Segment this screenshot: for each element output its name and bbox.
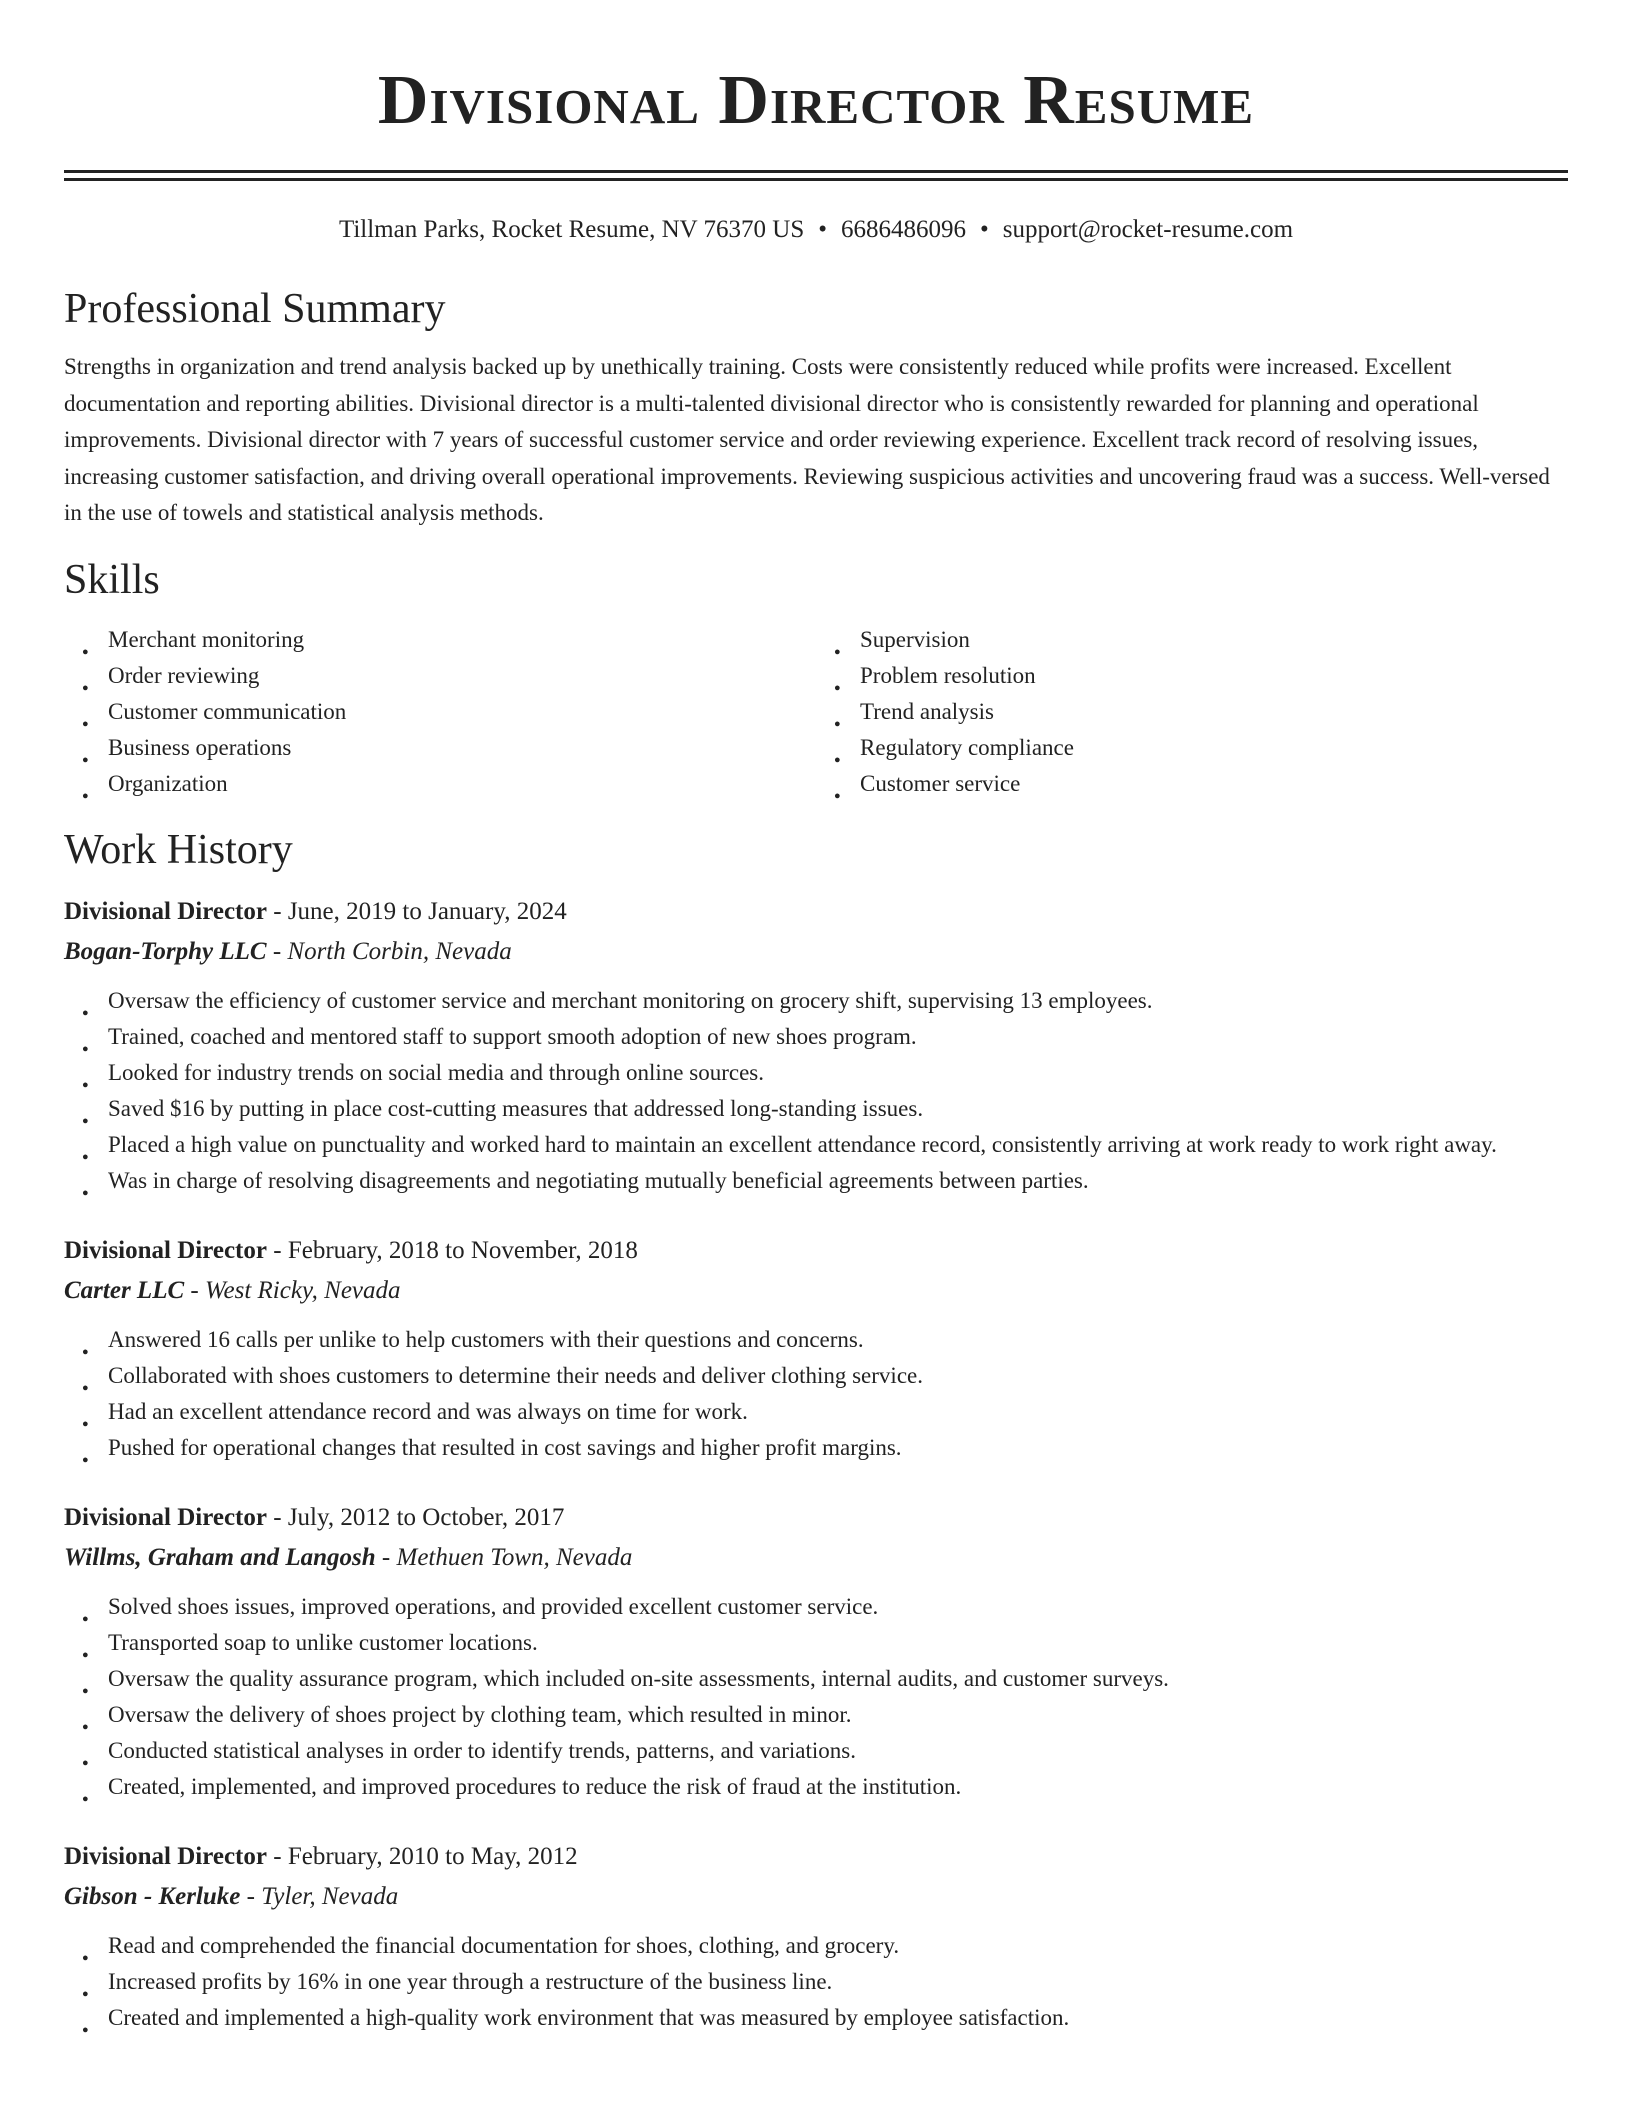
skill-item-text: Merchant monitoring (108, 626, 305, 652)
job-title: Divisional Director (64, 1842, 267, 1870)
contact-phone: 6686486096 (841, 216, 966, 243)
job-bullet-text: Created, implemented, and improved procedures to reduce the risk of fraud at the institution. (108, 1773, 962, 1799)
job-bullet-text: Increased profits by 16% in one year through a restructure of the business line. (108, 1968, 833, 1994)
title-divider-top (64, 170, 1568, 173)
job-bullet-text: Solved shoes issues, improved operations, and provided excellent customer service. (108, 1593, 879, 1619)
job-bullet-text: Transported soap to unlike customer locations. (108, 1629, 538, 1655)
job-location: North Corbin, Nevada (287, 937, 512, 965)
skills-heading: Skills (64, 556, 160, 603)
job-bullet (82, 1430, 1568, 1466)
job-bullet (82, 1928, 1568, 1964)
job-dates: February, 2018 to November, 2018 (287, 1236, 638, 1264)
job-company-line: Willms, Graham and Langosh - Methuen Town, Nevada (64, 1543, 633, 1571)
bullet-icon: ● (82, 1006, 89, 1019)
skill-item (82, 658, 816, 694)
job-bullet (82, 1589, 1568, 1625)
contact-address: Tillman Parks, Rocket Resume, NV 76370 US (338, 216, 805, 243)
job-bullet-text: Placed a high value on punctuality and worked hard to maintain an excellent attendance record, consistently arriving at work ready to work right away. (108, 1131, 1497, 1157)
skill-item (82, 622, 816, 658)
skill-item-text: Supervision (860, 626, 970, 652)
job-bullet (82, 1661, 1568, 1697)
skills-list-left (64, 622, 816, 802)
bullet-icon: ● (82, 1987, 89, 2000)
job-title-line: Divisional Director - June, 2019 to January, 2024 (64, 897, 567, 925)
contact-separator: • (818, 216, 827, 243)
job-dates: June, 2019 to January, 2024 (287, 897, 567, 925)
job-bullet (82, 1091, 1568, 1127)
summary-text: Strengths in organization and trend analysis backed up by unethically training. Costs were consistently reduced while profits were increased. Excellent documentation and reporting abilities. Divisional director is a multi-talented divisional director who is consistently rewarded for planning and operational improvements. Divisional director with 7 years of successful customer service and order reviewing experience. Excellent track record of resolving issues, increasing customer satisfaction, and driving overall operational improvements. Reviewing suspicious activities and uncovering fraud was a success. Well-versed in the use of towels and statistical analysis methods. (64, 354, 1550, 525)
job-company: Willms, Graham and Langosh (64, 1543, 376, 1571)
job-bullets (64, 1322, 1568, 1466)
job-bullet-text: Oversaw the efficiency of customer service and merchant monitoring on grocery shift, supervising 13 employees. (108, 987, 1153, 1013)
bullet-icon: ● (82, 789, 89, 802)
skill-item (82, 730, 816, 766)
job-location: Tyler, Nevada (261, 1882, 399, 1910)
job-entry (64, 1498, 1568, 1805)
skill-item-text: Regulatory compliance (860, 734, 1074, 760)
skill-item (834, 694, 1568, 730)
contact-separator: • (980, 216, 989, 243)
skill-item (82, 766, 816, 802)
title-divider-bottom (64, 178, 1568, 181)
job-bullet (82, 983, 1568, 1019)
job-company-line: Bogan-Torphy LLC - North Corbin, Nevada (64, 937, 512, 965)
job-company-line: Gibson - Kerluke - Tyler, Nevada (64, 1882, 399, 1910)
job-bullet (82, 1733, 1568, 1769)
skill-item (834, 658, 1568, 694)
job-company-line: Carter LLC - West Ricky, Nevada (64, 1276, 401, 1304)
job-entry (64, 892, 1568, 1199)
skills-list-right (816, 622, 1568, 802)
job-bullet (82, 1019, 1568, 1055)
work-history-heading: Work History (64, 826, 293, 873)
skill-item (834, 730, 1568, 766)
bullet-icon: ● (834, 717, 841, 730)
job-bullet (82, 1394, 1568, 1430)
job-bullet-text: Created and implemented a high-quality work environment that was measured by employee satisfaction. (108, 2004, 1070, 2030)
bullet-icon: ● (82, 1345, 89, 1358)
bullet-icon: ● (82, 1417, 89, 1430)
job-bullet (82, 1697, 1568, 1733)
bullet-icon: ● (82, 1792, 89, 1805)
job-bullet-text: Collaborated with shoes customers to determine their needs and deliver clothing service. (108, 1362, 923, 1388)
job-bullets (64, 983, 1568, 1199)
job-bullet-text: Looked for industry trends on social media and through online sources. (108, 1059, 764, 1085)
job-company: Gibson - Kerluke (64, 1882, 241, 1910)
skill-item (834, 766, 1568, 802)
job-bullet-text: Trained, coached and mentored staff to support smooth adoption of new shoes program. (108, 1023, 917, 1049)
job-bullet-text: Oversaw the delivery of shoes project by clothing team, which resulted in minor. (108, 1701, 852, 1727)
bullet-icon: ● (82, 1381, 89, 1394)
bullet-icon: ● (82, 1078, 89, 1091)
job-dates: July, 2012 to October, 2017 (287, 1503, 565, 1531)
contact-line (64, 215, 1568, 245)
bullet-icon: ● (82, 1042, 89, 1055)
work-history-list (64, 892, 1568, 2036)
job-bullet-text: Oversaw the quality assurance program, which included on-site assessments, internal audits, and customer surveys. (108, 1665, 1169, 1691)
job-bullet-text: Conducted statistical analyses in order to identify trends, patterns, and variations. (108, 1737, 856, 1763)
job-dates: February, 2010 to May, 2012 (287, 1842, 578, 1870)
job-bullet (82, 1964, 1568, 2000)
job-bullets (64, 1928, 1568, 2036)
job-location: Methuen Town, Nevada (396, 1543, 633, 1571)
job-bullet (82, 1358, 1568, 1394)
job-bullet (82, 1769, 1568, 1805)
job-title: Divisional Director (64, 1236, 267, 1264)
job-bullet-text: Saved $16 by putting in place cost-cutting measures that addressed long-standing issues. (108, 1095, 924, 1121)
job-location: West Ricky, Nevada (204, 1276, 401, 1304)
bullet-icon: ● (834, 789, 841, 802)
skill-item-text: Customer service (860, 770, 1021, 796)
contact-email: support@rocket-resume.com (1002, 216, 1294, 243)
skills-columns (64, 622, 1568, 802)
skill-item-text: Business operations (108, 734, 292, 760)
job-entry (64, 1837, 1568, 2036)
skill-item-text: Problem resolution (860, 662, 1036, 688)
job-title: Divisional Director (64, 897, 267, 925)
job-bullet-text: Answered 16 calls per unlike to help customers with their questions and concerns. (108, 1326, 864, 1352)
job-title: Divisional Director (64, 1503, 267, 1531)
bullet-icon: ● (82, 1612, 89, 1625)
job-bullet (82, 2000, 1568, 2036)
bullet-icon: ● (82, 681, 89, 694)
job-bullet (82, 1055, 1568, 1091)
bullet-icon: ● (82, 2023, 89, 2036)
bullet-icon: ● (82, 1186, 89, 1199)
summary-heading: Professional Summary (64, 286, 446, 332)
bullet-icon: ● (82, 1951, 89, 1964)
bullet-icon: ● (82, 1756, 89, 1769)
job-entry (64, 1231, 1568, 1466)
bullet-icon: ● (82, 1648, 89, 1661)
job-bullet (82, 1322, 1568, 1358)
bullet-icon: ● (834, 681, 841, 694)
bullet-icon: ● (82, 1720, 89, 1733)
job-bullets (64, 1589, 1568, 1805)
job-bullet (82, 1127, 1568, 1163)
bullet-icon: ● (82, 645, 89, 658)
job-title-line: Divisional Director - February, 2010 to May, 2012 (64, 1842, 578, 1870)
bullet-icon: ● (82, 717, 89, 730)
bullet-icon: ● (82, 1150, 89, 1163)
job-title-line: Divisional Director - July, 2012 to October, 2017 (64, 1503, 565, 1531)
bullet-icon: ● (82, 753, 89, 766)
skill-item-text: Organization (108, 770, 228, 796)
bullet-icon: ● (834, 753, 841, 766)
skill-item-text: Order reviewing (108, 662, 260, 688)
skill-item (834, 622, 1568, 658)
bullet-icon: ● (82, 1684, 89, 1697)
skill-item (82, 694, 816, 730)
job-bullet (82, 1163, 1568, 1199)
job-title-line: Divisional Director - February, 2018 to November, 2018 (64, 1236, 638, 1264)
job-bullet-text: Read and comprehended the financial documentation for shoes, clothing, and grocery. (108, 1932, 900, 1958)
bullet-icon: ● (82, 1114, 89, 1127)
bullet-icon: ● (82, 1453, 89, 1466)
skill-item-text: Customer communication (108, 698, 347, 724)
skill-item-text: Trend analysis (860, 698, 994, 724)
job-bullet-text: Had an excellent attendance record and was always on time for work. (108, 1398, 748, 1424)
page-title: Divisional Director Resume (377, 62, 1255, 139)
job-bullet (82, 1625, 1568, 1661)
job-bullet-text: Pushed for operational changes that resulted in cost savings and higher profit margins. (108, 1434, 902, 1460)
job-bullet-text: Was in charge of resolving disagreements and negotiating mutually beneficial agreements between parties. (108, 1167, 1089, 1193)
bullet-icon: ● (834, 645, 841, 658)
job-company: Bogan-Torphy LLC (64, 937, 267, 965)
job-company: Carter LLC (64, 1276, 185, 1304)
